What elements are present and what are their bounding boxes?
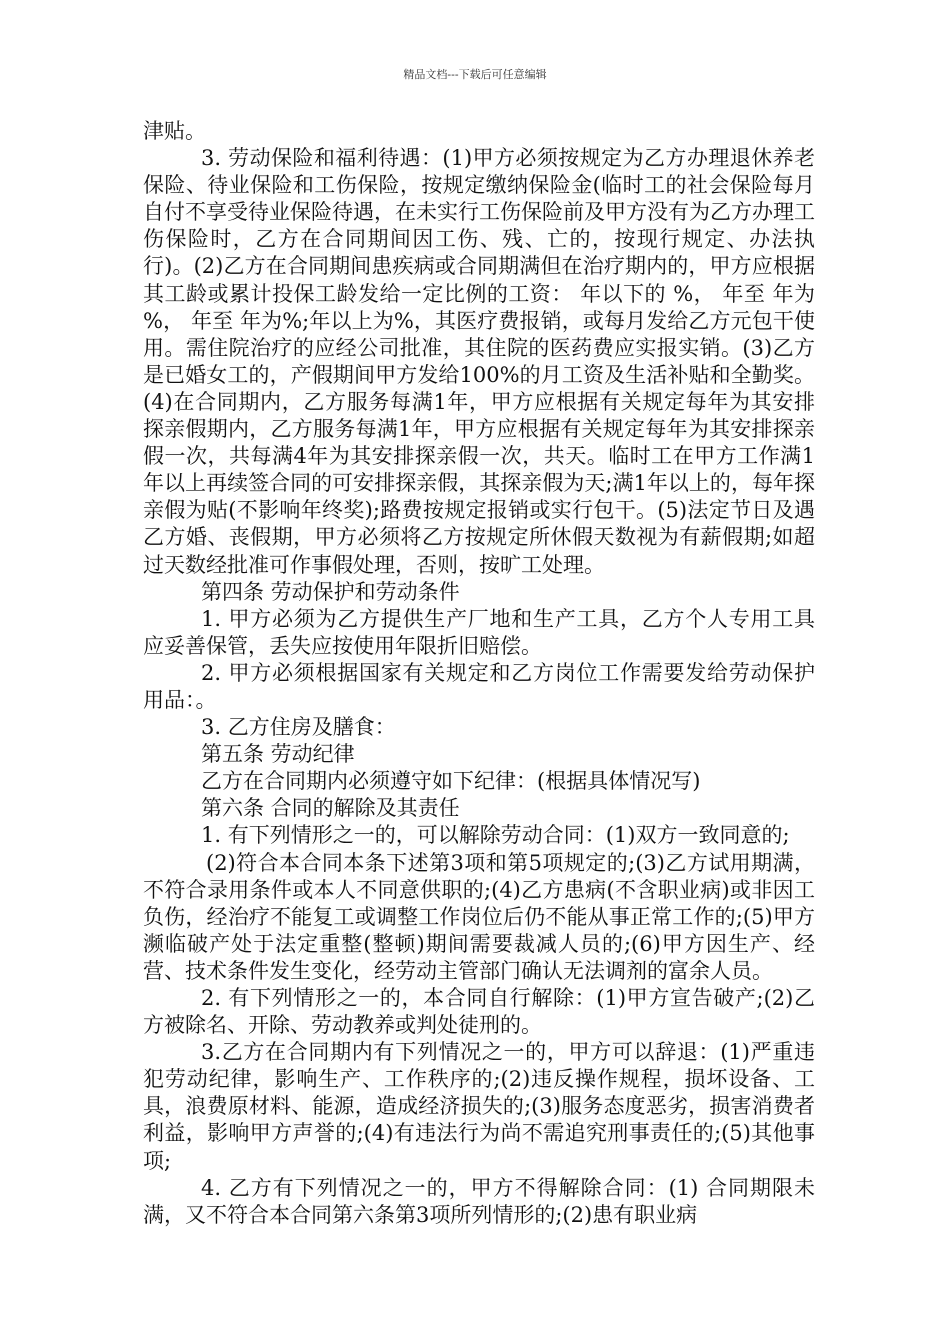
- paragraph: 津贴。: [143, 119, 206, 143]
- paragraph: 1. 有下列情形之一的，可以解除劳动合同：(1)双方一致同意的;: [201, 823, 790, 848]
- paragraph: 3. 乙方住房及膳食：: [201, 715, 396, 740]
- paragraph: (2)符合本合同本条下述第3项和第5项规定的;(3)乙方试用期满，不符合录用条件或本人不同意供职的;(4)乙方患病(不含职业病)或非因工负伤，经治疗不能复工或调整工作岗位后仍不能从事正常工作的;(5)甲方濒临破产处于法定重整(整顿)期间需要裁减人员的;(6)甲方因生产、经营、技术条件发生变化，经劳动主管部门确认无法调剂的富余人员。: [143, 850, 815, 983]
- section-heading: 第六条 合同的解除及其责任: [201, 796, 460, 821]
- document-body: [143, 118, 815, 1229]
- paragraph: 2. 有下列情形之一的，本合同自行解除：(1)甲方宣告破产;(2)乙方被除名、开除、劳动教养或判处徒刑的。: [143, 986, 815, 1038]
- paragraph: 4. 乙方有下列情况之一的，甲方不得解除合同：(1) 合同期限未满，又不符合本合同第六条第3项所列情形的;(2)患有职业病: [143, 1175, 815, 1227]
- paragraph: 乙方在合同期内必须遵守如下纪律：(根据具体情况写): [201, 769, 701, 794]
- section-heading: 第四条 劳动保护和劳动条件: [201, 579, 460, 604]
- paragraph: 3.乙方在合同期内有下列情况之一的，甲方可以辞退：(1)严重违犯劳动纪律，影响生产、工作秩序的;(2)违反操作规程，损坏设备、工具，浪费原材料、能源，造成经济损失的;(3)服务态度恶劣，损害消费者利益，影响甲方声誉的;(4)有违法行为尚不需追究刑事责任的;(5)其他事项;: [143, 1040, 815, 1173]
- paragraph: 2. 甲方必须根据国家有关规定和乙方岗位工作需要发给劳动保护用品：。: [143, 660, 815, 712]
- paragraph: 1. 甲方必须为乙方提供生产厂地和生产工具，乙方个人专用工具应妥善保管，丢失应按使用年限折旧赔偿。: [143, 606, 815, 658]
- page-header: 精品文档---下载后可任意编辑: [403, 68, 547, 81]
- section-heading: 第五条 劳动纪律: [201, 742, 355, 767]
- paragraph: 3. 劳动保险和福利待遇：(1)甲方必须按规定为乙方办理退休养老保险、待业保险和工伤保险，按规定缴纳保险金(临时工的社会保险每月自付不享受待业保险待遇，在未实行工伤保险前及甲方没有为乙方办理工伤保险时，乙方在合同期间因工伤、残、亡的，按现行规定、办法执行)。(2)乙方在合同期间患疾病或合同期满但在治疗期内的，甲方应根据其工龄或累计投保工龄发给一定比例的工资： 年以下的 %， 年至 年为 %， 年至 年为%;年以上为%，其医疗费报销，或每月发给乙方元包干使用。需住院治疗的应经公司批准，其住院的医药费应实报实销。(3)乙方是已婚女工的，产假期间甲方发给100%的月工资及生活补贴和全勤奖。(4)在合同期内，乙方服务每满1年，甲方应根据有关规定每年为其安排探亲假期内，乙方服务每满1年，甲方应根据有关规定每年为其安排探亲假一次，共每满4年为其安排探亲假一次，共天。临时工在甲方工作满1年以上再续签合同的可安排探亲假，其探亲假为天;满1年以上的，每年探亲假为贴(不影响年终奖);路费按规定报销或实行包干。(5)法定节日及遇乙方婚、丧假期，甲方必须将乙方按规定所休假天数视为有薪假期;如超过天数经批准可作事假处理，否则，按旷工处理。: [143, 146, 815, 577]
